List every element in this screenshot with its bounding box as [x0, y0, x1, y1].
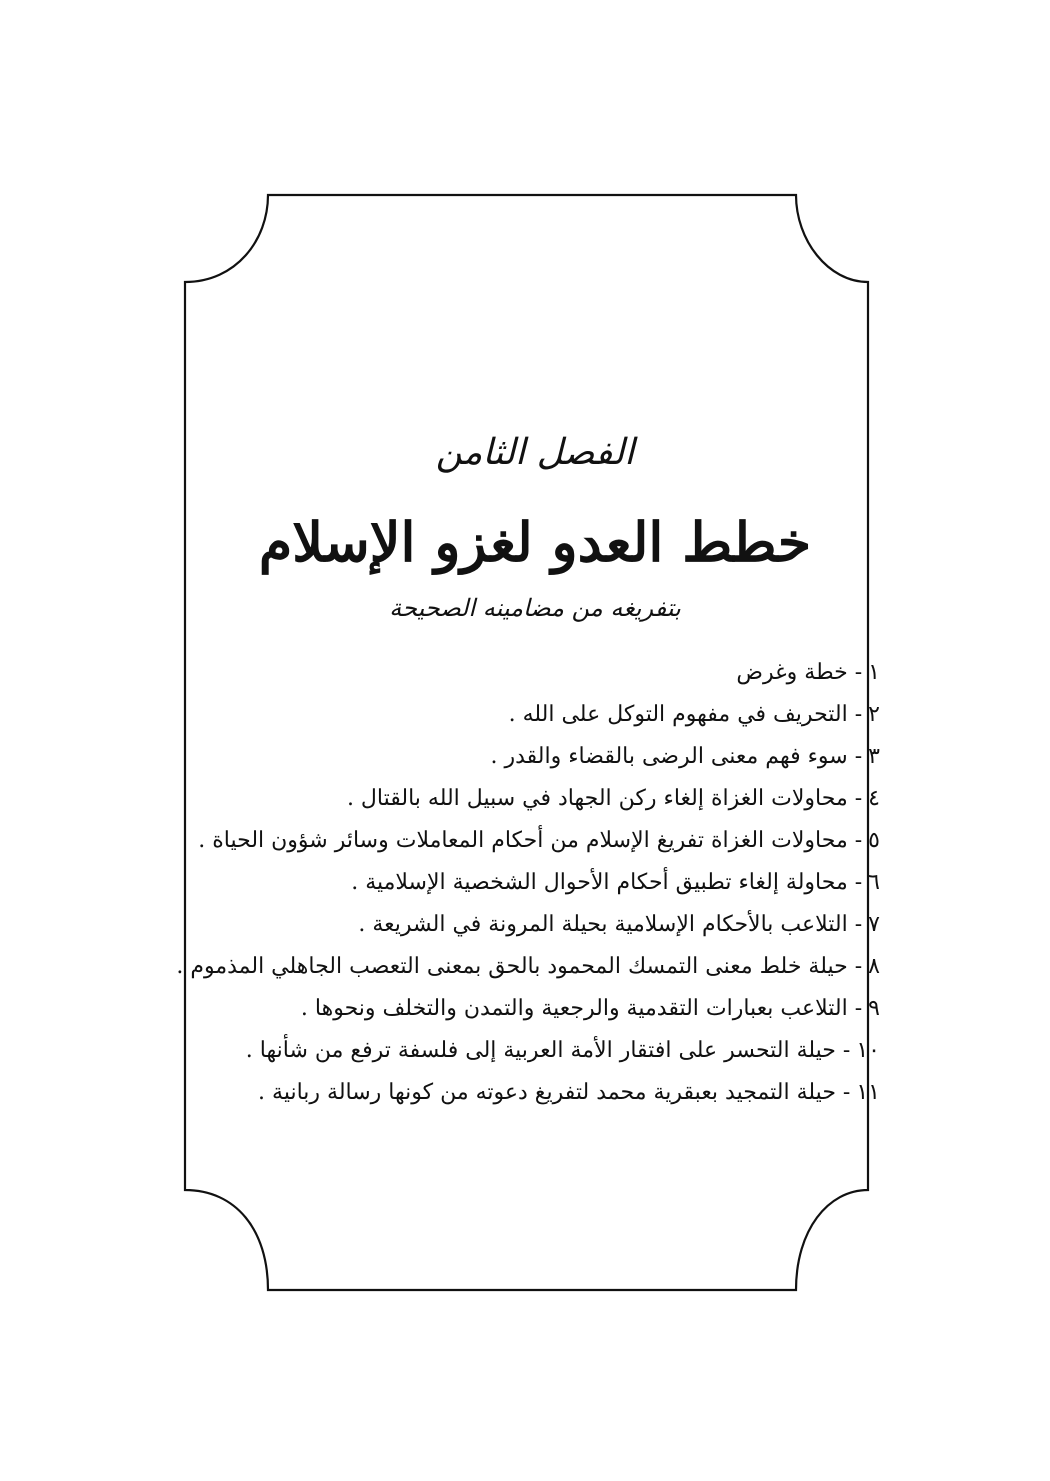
toc-item-number: ٦	[868, 870, 880, 895]
toc-item: ١١- حيلة التمجيد بعبقرية محمد لتفريغ دعوته من كونها رسالة ربانية .	[190, 1072, 880, 1114]
toc-item-number: ٥	[868, 828, 880, 853]
toc-item: ٣- سوء فهم معنى الرضى بالقضاء والقدر .	[190, 736, 880, 778]
toc-item-text: سوء فهم معنى الرضى بالقضاء والقدر .	[490, 744, 848, 769]
toc-item-number: ٩	[868, 996, 880, 1021]
toc-item: ١- خطة وغرض	[190, 652, 880, 694]
toc-item: ٨- حيلة خلط معنى التمسك المحمود بالحق بمعنى التعصب الجاهلي المذموم .	[190, 946, 880, 988]
toc-item-number: ٣	[868, 744, 880, 769]
toc-item-text: التلاعب بالأحكام الإسلامية بحيلة المرونة في الشريعة .	[358, 912, 848, 937]
toc-item: ٥- محاولات الغزاة تفريغ الإسلام من أحكام المعاملات وسائر شؤون الحياة .	[190, 820, 880, 862]
toc-item-number: ١١	[856, 1080, 880, 1105]
toc-item: ٤- محاولات الغزاة إلغاء ركن الجهاد في سبيل الله بالقتال .	[190, 778, 880, 820]
toc-item: ٧- التلاعب بالأحكام الإسلامية بحيلة المرونة في الشريعة .	[190, 904, 880, 946]
toc-item-number: ٨	[868, 954, 880, 979]
toc-item-text: التحريف في مفهوم التوكل على الله .	[508, 702, 848, 727]
chapter-title: خطط العدو لغزو الإسلام	[258, 510, 812, 574]
toc-item: ١٠- حيلة التحسر على افتقار الأمة العربية إلى فلسفة ترفع من شأنها .	[190, 1030, 880, 1072]
toc-item-text: التلاعب بعبارات التقدمية والرجعية والتمدن والتخلف ونحوها .	[300, 996, 848, 1021]
toc-item-text: حيلة خلط معنى التمسك المحمود بالحق بمعنى التعصب الجاهلي المذموم .	[176, 954, 848, 979]
toc-item-number: ١	[868, 660, 880, 685]
toc-item: ٩- التلاعب بعبارات التقدمية والرجعية والتمدن والتخلف ونحوها .	[190, 988, 880, 1030]
toc-item-text: خطة وغرض	[736, 660, 848, 685]
table-of-contents	[176, 652, 880, 1114]
toc-item-text: محاولات الغزاة تفريغ الإسلام من أحكام المعاملات وسائر شؤون الحياة .	[198, 828, 848, 853]
toc-item-text: محاولات الغزاة إلغاء ركن الجهاد في سبيل الله بالقتال .	[346, 786, 848, 811]
chapter-label: الفصل الثامن	[435, 432, 635, 473]
toc-item-number: ٢	[868, 702, 880, 727]
chapter-subtitle: بتفريغه من مضامينه الصحيحة	[389, 594, 681, 622]
toc-item-number: ٧	[868, 912, 880, 937]
toc-item: ٢- التحريف في مفهوم التوكل على الله .	[190, 694, 880, 736]
toc-item-text: محاولة إلغاء تطبيق أحكام الأحوال الشخصية الإسلامية .	[351, 870, 848, 895]
toc-item-text: حيلة التحسر على افتقار الأمة العربية إلى فلسفة ترفع من شأنها .	[245, 1038, 836, 1063]
toc-item: ٦- محاولة إلغاء تطبيق أحكام الأحوال الشخصية الإسلامية .	[190, 862, 880, 904]
toc-item-text: حيلة التمجيد بعبقرية محمد لتفريغ دعوته من كونها رسالة ربانية .	[258, 1080, 836, 1105]
toc-item-number: ٤	[868, 786, 880, 811]
toc-item-number: ١٠	[856, 1038, 880, 1063]
